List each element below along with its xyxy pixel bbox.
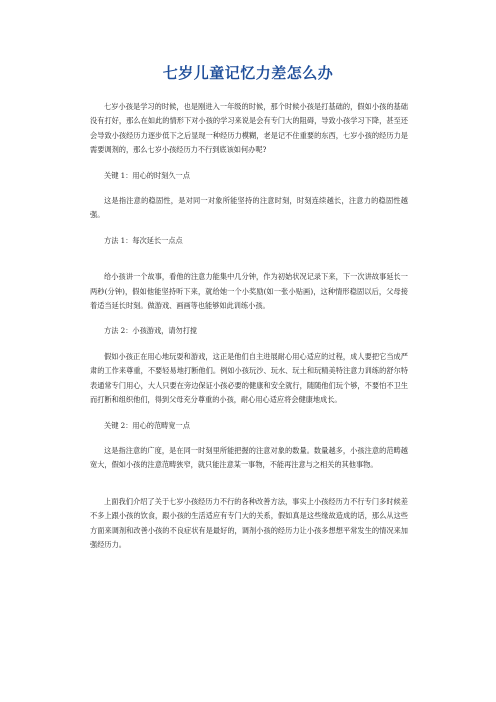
method1-paragraph: 给小孩讲一个故事，看他的注意力能集中几分钟，作为初始状况记录下来，下一次讲故事延长一两秒(分钟)，假如他能坚持听下来，就给她一个小奖励(如一张小贴画)，这种情形稳固以后，父母接着适当延长时刻。做游戏、画画等也能够如此训练小孩。 <box>90 272 408 311</box>
method1-heading: 方法 1：每次延长一点点 <box>104 235 183 245</box>
conclusion-paragraph: 上面我们介绍了关于七岁小孩经历力不行的各种改善方法，事实上小孩经历力不行专门多时候差不多上跟小孩的饮食，跟小孩的生活适应有专门大的关系，假如真是这些缘故造成的话，那么从这些方面来调剂和改善小孩的不良症状有是最好的，调剂小孩的经历力让小孩多想想平常发生的情况来加强经历力。 <box>90 496 408 549</box>
document-title: 七岁儿童记忆力差怎么办 <box>162 64 334 82</box>
key1-heading: 关键 1：用心的时刻久一点 <box>104 170 190 180</box>
key2-paragraph: 这是指注意的广度，是在同一时刻里所能把握的注意对象的数量。数量越多，小孩注意的范畴越宽大，假如小孩的注意范畴狭窄，就只能注意某一事物，不能再注意与之相关的其他事物。 <box>90 445 408 470</box>
key1-paragraph: 这是指注意的稳固性，是对同一对象所能坚持的注意时刻，时刻连续越长，注意力的稳固性越强。 <box>90 196 408 220</box>
method2-paragraph: 假如小孩正在用心地玩耍和游戏，这正是他们自主进展耐心用心适应的过程，成人要把它当成严肃的工作来尊重，不要轻易地打断他们。例如小孩玩沙、玩水、玩土和玩精美特注意力训练的舒尔特表通常专门用心，大人只要在旁边保证小孩必要的健康和安全就行，随随他们玩个够，不要怕不卫生而打断和组织他们，得到父母充分尊重的小孩，耐心用心适应将会健康地成长。 <box>90 351 408 405</box>
document-body <box>90 100 408 552</box>
intro-paragraph: 七岁小孩是学习的时候，也是刚进入一年级的时候，那个时候小孩是打基础的，假如小孩的基础没有打好，那么在如此的情形下对小孩的学习来说是会有专门大的阻碍，导致小孩学习下降，甚至还会导致小孩经历力逐步低下之后显现一种经历力模糊，老是记不住重要的东西，七岁小孩的经历力是需要调剂的，那么七岁小孩经历力不行到底该如何办呢? <box>90 102 408 155</box>
key2-heading: 关键 2：用心的范畴宽一点 <box>104 420 190 430</box>
method2-heading: 方法 2：小孩游戏，请勿打搅 <box>104 326 198 336</box>
